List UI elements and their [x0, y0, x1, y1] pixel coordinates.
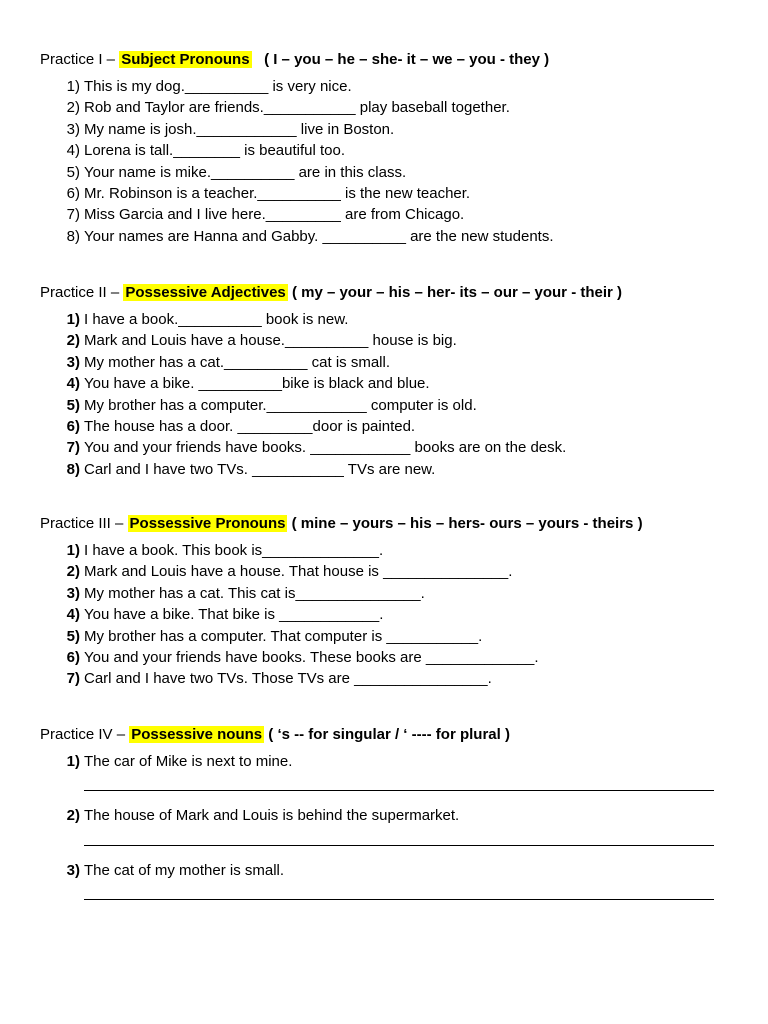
item-number: 8) [66, 460, 80, 478]
item-number: 3) [66, 861, 80, 879]
item-text: You and your friends have books. These books are _____________. [84, 649, 539, 667]
exercise-item [40, 860, 738, 900]
item-text: You have a bike. __________bike is black and blue. [84, 375, 430, 393]
list-item [40, 183, 738, 204]
list-item [40, 668, 738, 689]
item-text: My mother has a cat. This cat is_______________. [84, 584, 425, 602]
item-number: 7) [66, 670, 80, 688]
list-item [40, 437, 738, 458]
item-number: 8) [66, 227, 80, 245]
item-text: Mark and Louis have a house. That house is _______________. [84, 563, 513, 581]
practice-4-hint: ( ‘s -- for singular / ‘ ---- for plural ) [268, 726, 510, 743]
item-text: Rob and Taylor are friends.___________ play baseball together. [84, 99, 510, 117]
item-number: 3) [66, 353, 80, 371]
list-item [40, 76, 738, 97]
exercise-item [40, 751, 738, 791]
list-item [40, 540, 738, 561]
practice-2-topic: Possessive Adjectives [125, 284, 286, 301]
item-number: 6) [66, 185, 80, 203]
item-number: 5) [66, 627, 80, 645]
item-number: 2) [66, 807, 80, 825]
practice-4-prefix: Practice IV – [40, 726, 126, 743]
item-text: I have a book. This book is______________. [84, 542, 384, 559]
item-text: Miss Garcia and I live here._________ are from Chicago. [84, 206, 465, 224]
item-number: 5) [66, 163, 80, 181]
item-number: 1) [66, 78, 80, 95]
item-number: 1) [66, 753, 80, 770]
list-item [40, 805, 738, 826]
answer-line[interactable] [84, 772, 714, 791]
item-text: Lorena is tall.________ is beautiful too. [84, 142, 346, 160]
item-text: My mother has a cat.__________ cat is small. [84, 353, 390, 371]
list-item [40, 459, 738, 480]
item-number: 4) [66, 142, 80, 160]
item-text: Your names are Hanna and Gabby. __________ are the new students. [84, 227, 554, 245]
practice-3-list [40, 540, 738, 690]
practice-3-section [40, 514, 738, 690]
item-number: 2) [66, 563, 80, 581]
item-text: You have a bike. That bike is ____________. [84, 606, 384, 624]
item-number: 6) [66, 649, 80, 667]
list-item [40, 226, 738, 247]
item-number: 7) [66, 206, 80, 224]
item-text: Carl and I have two TVs. ___________ TVs are new. [84, 460, 436, 478]
practice-2-list [40, 309, 738, 480]
list-item [40, 561, 738, 582]
list-item [40, 395, 738, 416]
list-item [40, 416, 738, 437]
practice-1-topic: Subject Pronouns [121, 51, 250, 68]
item-text: Mr. Robinson is a teacher.__________ is the new teacher. [84, 185, 471, 203]
answer-line[interactable] [84, 881, 714, 900]
list-item [40, 97, 738, 118]
item-number: 1) [66, 542, 80, 559]
item-number: 7) [66, 439, 80, 457]
list-item [40, 373, 738, 394]
list-item [40, 583, 738, 604]
item-text: My name is josh.____________ live in Boston. [84, 120, 395, 138]
list-item [40, 352, 738, 373]
item-number: 6) [66, 418, 80, 436]
answer-line[interactable] [84, 827, 714, 846]
practice-1-section [40, 50, 738, 247]
list-item [40, 604, 738, 625]
item-text: My brother has a computer.____________ computer is old. [84, 396, 477, 414]
practice-2-prefix: Practice II – [40, 284, 120, 301]
item-number: 2) [66, 332, 80, 350]
list-item [40, 204, 738, 225]
practice-2-hint: ( my – your – his – her- its – our – your - their ) [291, 284, 623, 301]
item-text: The house of Mark and Louis is behind the supermarket. [84, 807, 460, 825]
item-number: 2) [66, 99, 80, 117]
list-item [40, 119, 738, 140]
item-text: The house has a door. _________door is painted. [84, 418, 416, 436]
item-text: I have a book.__________ book is new. [84, 311, 349, 328]
practice-3-hint: ( mine – yours – his – hers- ours – yours - theirs ) [291, 515, 643, 532]
practice-4-heading [40, 725, 738, 745]
item-text: Mark and Louis have a house.__________ house is big. [84, 332, 457, 350]
item-number: 3) [66, 584, 80, 602]
item-text: Your name is mike.__________ are in this class. [84, 163, 407, 181]
practice-3-prefix: Practice III – [40, 515, 124, 532]
list-item [40, 751, 738, 772]
list-item [40, 647, 738, 668]
practice-2-heading [40, 283, 738, 303]
item-number: 5) [66, 396, 80, 414]
practice-1-heading [40, 50, 738, 70]
practice-4-list [40, 751, 738, 900]
practice-4-section [40, 725, 738, 914]
item-number: 3) [66, 120, 80, 138]
item-text: The car of Mike is next to mine. [84, 753, 293, 770]
list-item [40, 626, 738, 647]
item-text: You and your friends have books. ____________ books are on the desk. [84, 439, 567, 457]
item-text: This is my dog.__________ is very nice. [84, 78, 352, 95]
practice-4-topic: Possessive nouns [131, 726, 263, 743]
item-text: My brother has a computer. That computer is ___________. [84, 627, 483, 645]
practice-3-heading [40, 514, 738, 534]
item-text: The cat of my mother is small. [84, 861, 285, 879]
item-number: 4) [66, 606, 80, 624]
exercise-item [40, 805, 738, 845]
item-number: 1) [66, 311, 80, 328]
item-number: 4) [66, 375, 80, 393]
practice-2-section [40, 283, 738, 480]
list-item [40, 140, 738, 161]
list-item [40, 162, 738, 183]
list-item [40, 330, 738, 351]
list-item [40, 309, 738, 330]
practice-1-list [40, 76, 738, 247]
practice-3-topic: Possessive Pronouns [129, 515, 286, 532]
item-text: Carl and I have two TVs. Those TVs are ________________. [84, 670, 492, 688]
practice-1-hint: ( I – you – he – she- it – we – you - they ) [264, 51, 550, 68]
list-item [40, 860, 738, 881]
practice-1-prefix: Practice I – [40, 51, 116, 68]
